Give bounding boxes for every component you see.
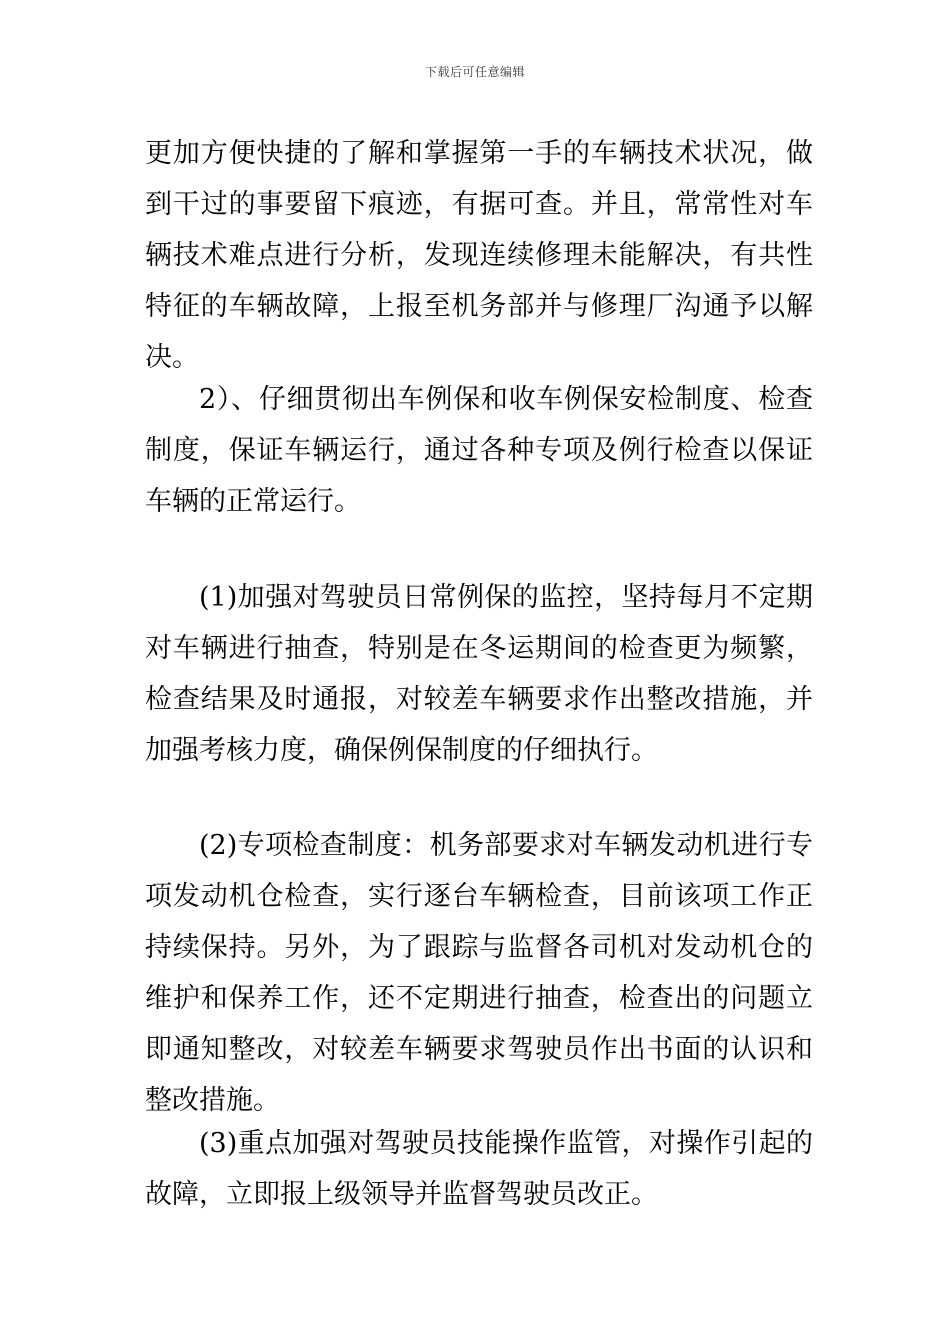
paragraph-4: (2)专项检查制度：机务部要求对车辆发动机进行专项发动机仓检查，实行逐台车辆检查，目前该项工作正持续保持。另外，为了跟踪与监督各司机对发动机仓的维护和保养工作，还不定期进行抽查，检查出的问题立即通知整改，对较差车辆要求驾驶员作出书面的认识和整改措施。 bbox=[145, 830, 813, 1116]
page-header: 下载后可任意编辑 bbox=[424, 65, 525, 79]
paragraph-3: (1)加强对驾驶员日常例保的监控，坚持每月不定期对车辆进行抽查，特别是在冬运期间的检查更为频繁，检查结果及时通报，对较差车辆要求作出整改措施，并加强考核力度，确保例保制度的仔细执行。 bbox=[145, 582, 813, 766]
paragraph-5: (3)重点加强对驾驶员技能操作监管，对操作引起的故障，立即报上级领导并监督驾驶员改正。 bbox=[145, 1128, 813, 1210]
paragraph-1: 更加方便快捷的了解和掌握第一手的车辆技术状况，做到干过的事要留下痕迹，有据可查。并且，常常性对车辆技术难点进行分析，发现连续修理未能解决，有共性特征的车辆故障，上报至机务部并与修理厂沟通予以解决。 bbox=[145, 138, 813, 373]
paragraph-2: 2）、仔细贯彻出车例保和收车例保安检制度、检查制度，保证车辆运行，通过各种专项及例行检查以保证车辆的正常运行。 bbox=[145, 384, 813, 517]
